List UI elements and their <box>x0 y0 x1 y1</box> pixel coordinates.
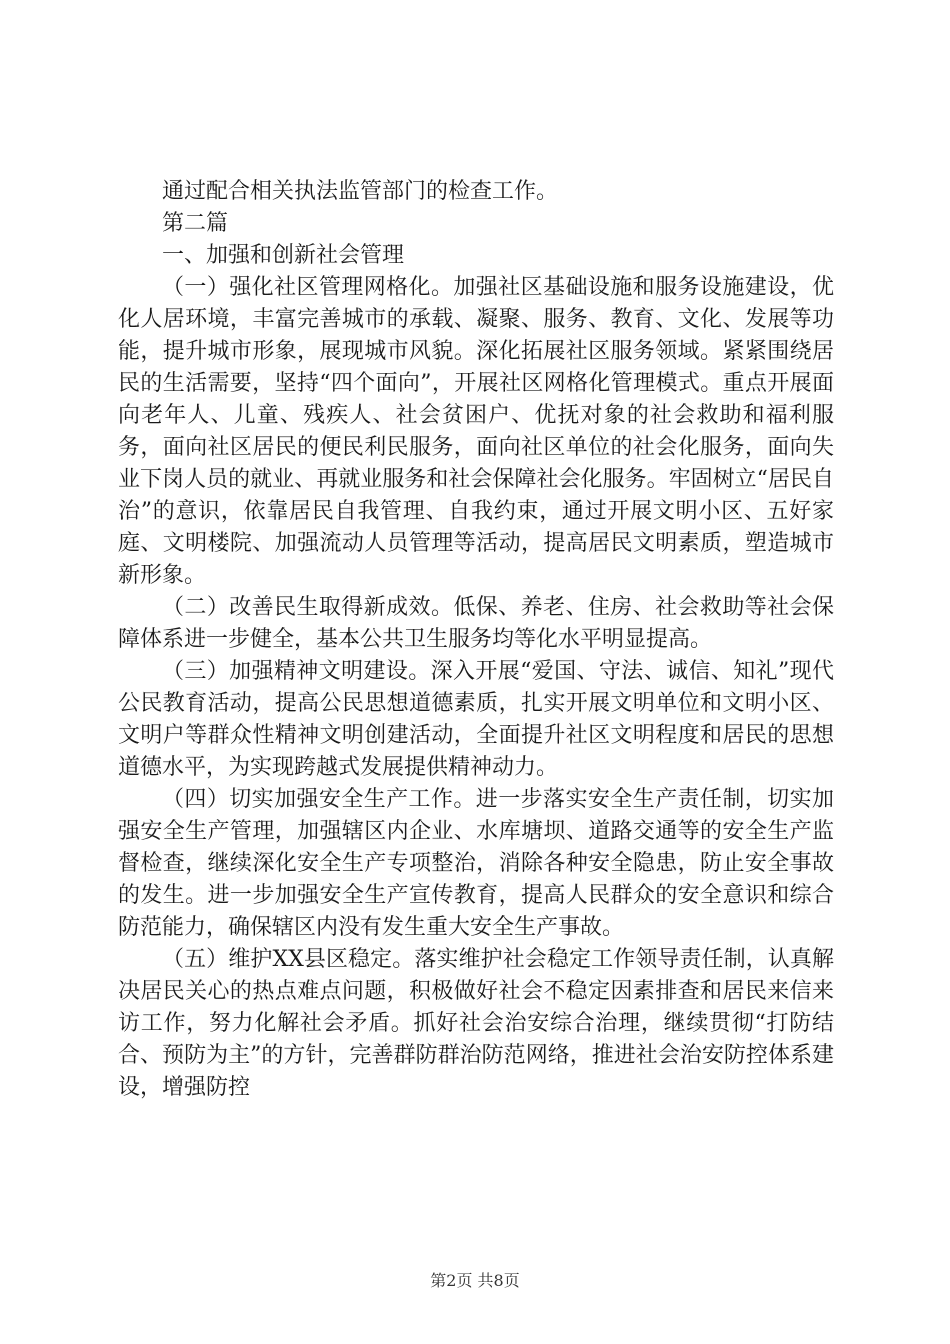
paragraph-community-grid: （一）强化社区管理网格化。加强社区基础设施和服务设施建设，优化人居环境，丰富完善城市的承载、凝聚、服务、教育、文化、发展等功能，提升城市形象，展现城市风貌。深化拓展社区服务领域。紧紧围绕居民的生活需要，坚持“四个面向”，开展社区网格化管理模式。重点开展面向老年人、儿童、残疾人、社会贫困户、优抚对象的社会救助和福利服务，面向社区居民的便民利民服务，面向社区单位的社会化服务，面向失业下岗人员的就业、再就业服务和社会保障社会化服务。牢固树立“居民自治”的意识，依靠居民自我管理、自我约束，通过开展文明小区、五好家庭、文明楼院、加强流动人员管理等活动，提高居民文明素质，塑造城市新形象。 <box>118 275 834 588</box>
paragraph-continuation: 通过配合相关执法监管部门的检查工作。 <box>162 179 559 204</box>
document-body <box>118 176 834 1104</box>
paragraph-spiritual-civilization: （三）加强精神文明建设。深入开展“爱国、守法、诚信、知礼”现代公民教育活动，提高公民思想道德素质，扎实开展文明单位和文明小区、文明户等群众性精神文明创建活动，全面提升社区文明程度和居民的思想道德水平，为实现跨越式发展提供精神动力。 <box>118 659 834 780</box>
page-number: 第2页 共8页 <box>430 1271 520 1290</box>
section-title: 第二篇 <box>162 211 229 236</box>
paragraph-livelihood: （二）改善民生取得新成效。低保、养老、住房、社会救助等社会保障体系进一步健全，基本公共卫生服务均等化水平明显提高。 <box>118 595 834 652</box>
heading-social-management: 一、加强和创新社会管理 <box>162 243 405 268</box>
page-footer <box>0 1268 950 1291</box>
paragraph-production-safety: （四）切实加强安全生产工作。进一步落实安全生产责任制，切实加强安全生产管理，加强辖区内企业、水库塘坝、道路交通等的安全生产监督检查，继续深化安全生产专项整治，消除各种安全隐患，防止安全事故的发生。进一步加强安全生产宣传教育，提高人民群众的安全意识和综合防范能力，确保辖区内没有发生重大安全生产事故。 <box>118 787 834 940</box>
paragraph-stability: （五）维护XX县区稳定。落实维护社会稳定工作领导责任制，认真解决居民关心的热点难点问题，积极做好社会不稳定因素排查和居民来信来访工作，努力化解社会矛盾。抓好社会治安综合治理，继续贯彻“打防结合、预防为主”的方针，完善群防群治防范网络，推进社会治安防控体系建设，增强防控 <box>118 947 834 1100</box>
